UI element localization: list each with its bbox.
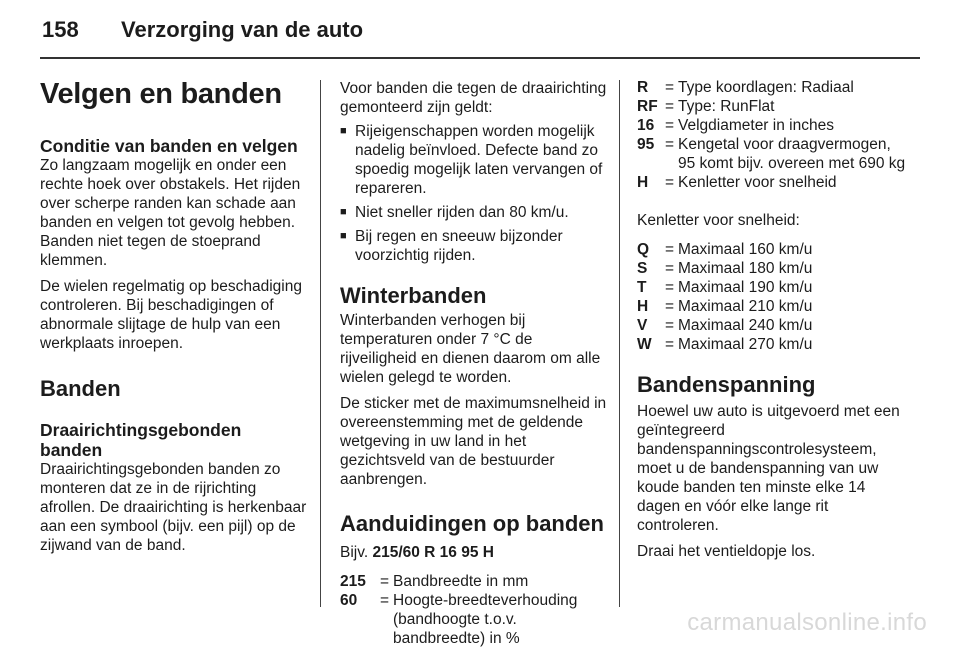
subheading-direction: Draairichtingsgebonden banden (40, 420, 242, 460)
speed-equals: = (664, 317, 675, 334)
heading-banden: Banden (40, 376, 121, 401)
definition-row (340, 591, 608, 648)
column-1 (40, 70, 308, 555)
speed-row (637, 297, 907, 316)
section-title: Velgen en banden (40, 78, 282, 110)
speed-value: Maximaal 190 km/u (678, 279, 813, 296)
paragraph: Draai het ventieldopje los. (637, 543, 816, 560)
speed-equals: = (664, 241, 675, 258)
definition-value: Bandbreedte in mm (393, 573, 529, 590)
speed-value: Maximaal 210 km/u (678, 298, 813, 315)
speed-key: T (637, 279, 647, 296)
chapter-title: Verzorging van de auto (121, 17, 364, 42)
definition-row (637, 135, 907, 173)
definition-list (340, 572, 608, 648)
definition-key: 16 (637, 117, 655, 134)
heading-bandenspanning: Bandenspanning (637, 372, 816, 397)
column-2 (340, 70, 608, 648)
watermark: carmanualsonline.info (687, 609, 927, 636)
definition-row (637, 173, 907, 192)
heading-winterbanden: Winterbanden (340, 283, 487, 308)
speed-key: S (637, 260, 648, 277)
definition-equals: = (664, 79, 675, 96)
speed-list (637, 240, 907, 354)
definition-key: 95 (637, 136, 655, 153)
definition-row (637, 78, 907, 97)
page-number: 158 (42, 17, 79, 42)
speed-value: Maximaal 240 km/u (678, 317, 813, 334)
definition-equals: = (664, 136, 675, 153)
definition-row (637, 116, 907, 135)
column-divider-2 (619, 80, 620, 607)
definition-row (637, 97, 907, 116)
speed-row (637, 259, 907, 278)
heading-aanduidingen: Aanduidingen op banden (340, 511, 604, 536)
definition-key: RF (637, 98, 658, 115)
definition-value: Type: RunFlat (678, 98, 775, 115)
speed-key: V (637, 317, 648, 334)
speed-row (637, 278, 907, 297)
example-prefix: Bijv. (340, 544, 373, 561)
paragraph: Winterbanden verhogen bij temperaturen onder 7 °C de rijveiligheid en dienen daarom om alle wielen gelegd te worden. (340, 312, 601, 386)
speed-value: Maximaal 180 km/u (678, 260, 813, 277)
definition-key: 215 (340, 573, 366, 590)
speed-equals: = (664, 336, 675, 353)
example-code: 215/60 R 16 95 H (372, 544, 494, 561)
definition-list (637, 78, 907, 192)
speed-equals: = (664, 279, 675, 296)
list-item: ■ Bij regen en sneeuw bijzonder voorzichtig rijden. (340, 227, 608, 265)
paragraph: Zo langzaam mogelijk en onder een rechte hoek over obstakels. Het rijden over scherpe randen kan schade aan banden en velgen tot gevolg hebben. Banden niet tegen de stoeprand klemmen. (40, 157, 301, 269)
definition-value: Kenletter voor snelheid (678, 174, 837, 191)
speed-equals: = (664, 260, 675, 277)
paragraph: Draairichtingsgebonden banden zo monteren dat ze in de rijrichting afrollen. De draairichting is herkenbaar aan een symbool (bijv. een pijl) op de zijwand van de band. (40, 461, 307, 554)
column-3 (637, 70, 907, 561)
header-rule (40, 57, 920, 59)
definition-equals: = (379, 592, 390, 609)
definition-value: Type koordlagen: Radiaal (678, 79, 854, 96)
paragraph: De sticker met de maximumsnelheid in overeenstemming met de geldende wetgeving in uw land in het gezichtsveld van de bestuurder aanbrengen. (340, 395, 607, 488)
paragraph: Kenletter voor snelheid: (637, 212, 800, 229)
column-divider-1 (320, 80, 321, 607)
speed-equals: = (664, 298, 675, 315)
definition-equals: = (379, 573, 390, 590)
list-item: ■ Niet sneller rijden dan 80 km/u. (340, 203, 608, 222)
definition-value: Velgdiameter in inches (678, 117, 834, 134)
speed-value: Maximaal 160 km/u (678, 241, 813, 258)
subheading-condition: Conditie van banden en velgen (40, 136, 298, 156)
speed-row (637, 335, 907, 354)
definition-equals: = (664, 98, 675, 115)
definition-key: R (637, 79, 649, 96)
list-item: ■ Rijeigenschappen worden mogelijk nadelig beïnvloed. Defecte band zo spoedig mogelijk laten vervangen of repareren. (340, 122, 608, 198)
example-line (340, 543, 608, 562)
bullet-list (340, 122, 608, 265)
definition-row (340, 572, 608, 591)
speed-value: Maximaal 270 km/u (678, 336, 813, 353)
speed-key: H (637, 298, 649, 315)
speed-row (637, 240, 907, 259)
definition-equals: = (664, 174, 675, 191)
definition-value: Hoogte-breedteverhouding (bandhoogte t.o.v. bandbreedte) in % (393, 592, 578, 647)
paragraph: Voor banden die tegen de draairichting gemonteerd zijn geldt: (340, 80, 607, 116)
definition-equals: = (664, 117, 675, 134)
paragraph: Hoewel uw auto is uitgevoerd met een geïntegreerd bandenspanningscontrolesysteem, moet u de bandenspanning van uw koude banden ten minste elke 14 dagen en vóór elke lange rit controleren. (637, 403, 900, 534)
speed-key: Q (637, 241, 650, 258)
speed-row (637, 316, 907, 335)
definition-key: H (637, 174, 649, 191)
paragraph: De wielen regelmatig op beschadiging controleren. Bij beschadigingen of abnormale slijtage de hulp van een werkplaats inroepen. (40, 278, 302, 352)
speed-key: W (637, 336, 652, 353)
definition-key: 60 (340, 592, 358, 609)
definition-value: Kengetal voor draagvermogen, 95 komt bijv. overeen met 690 kg (678, 136, 906, 172)
